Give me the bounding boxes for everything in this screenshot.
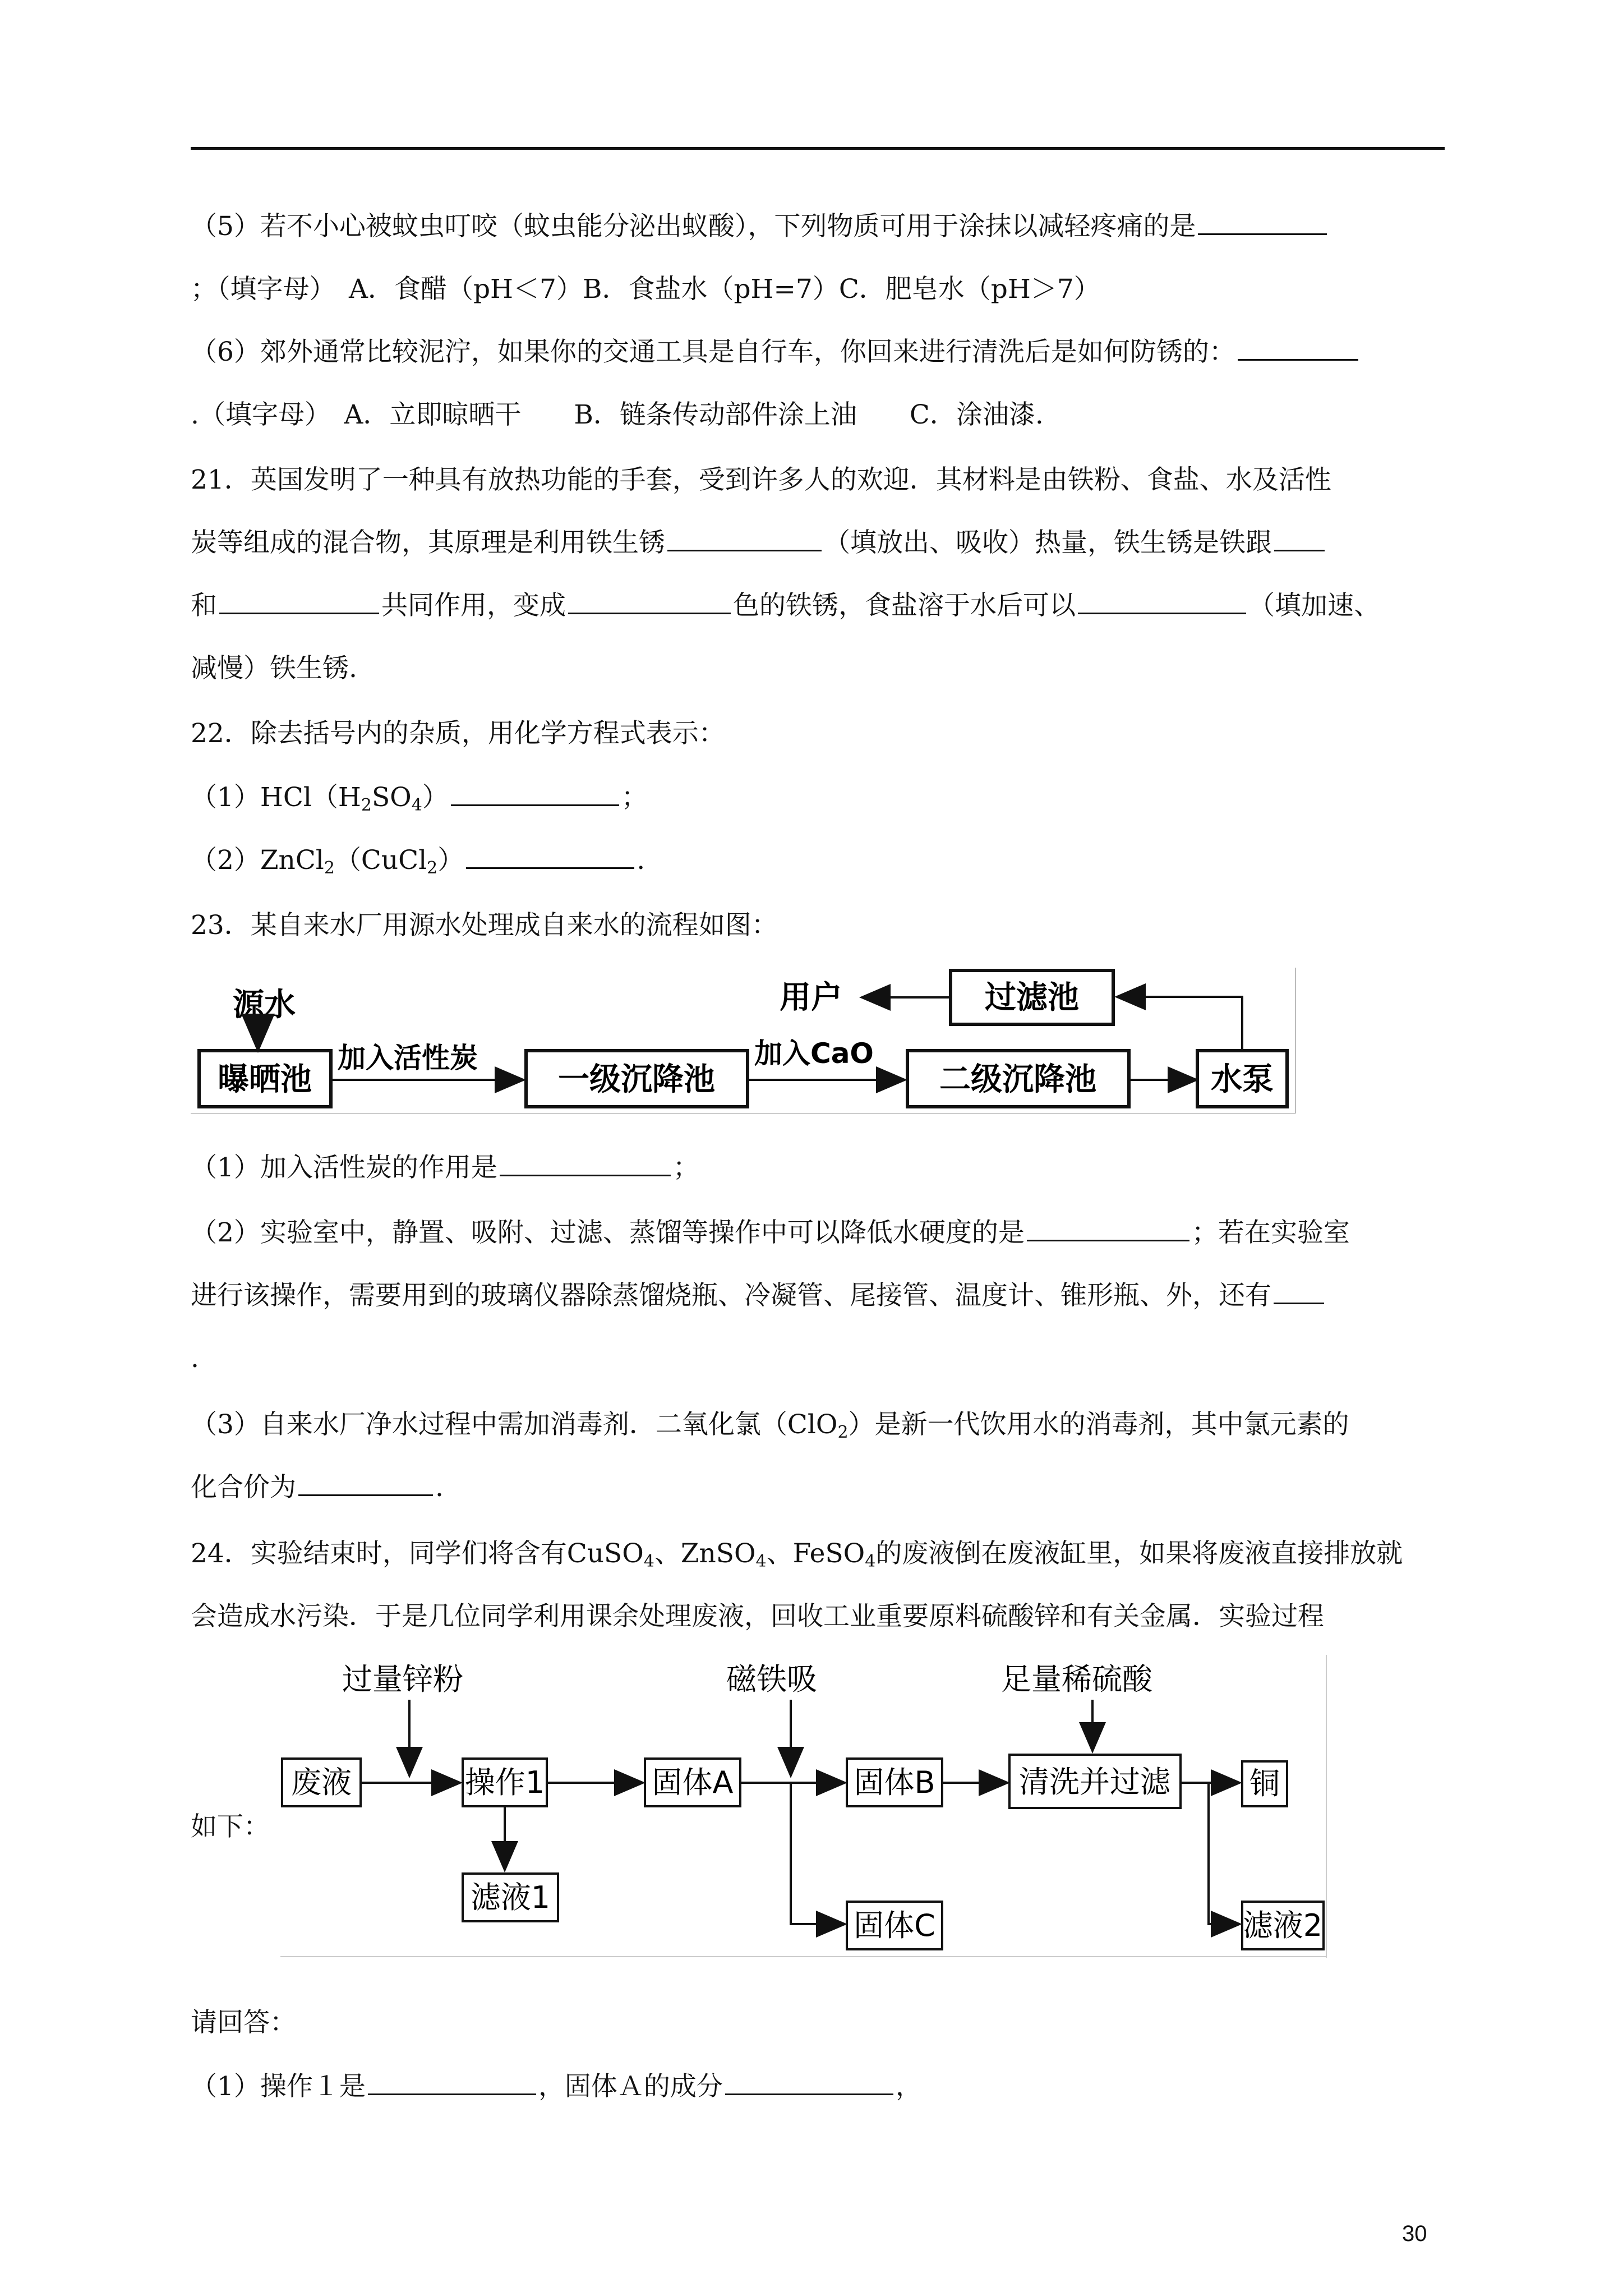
waste-liquid-flowchart xyxy=(278,1655,1332,1961)
copper-label: 铜 xyxy=(1249,1766,1280,1801)
q21-line3: 和 共同作用，变成 色的铁锈，食盐溶于水后可以 （填加速、 xyxy=(191,588,1447,624)
q23-sub3-line1: （3）自来水厂净水过程中需加消毒剂．二氧化氯（ClO$_2$）是新一代饮用水的消毒剂，其中氯元素的 xyxy=(191,1409,1349,1442)
q23-sub1: （1）加入活性炭的作用是 ； xyxy=(191,1150,1447,1186)
waste-liquid-label: 废液 xyxy=(291,1765,352,1800)
q20-part6-line1: （6）郊外通常比较泥泞，如果你的交通工具是自行车，你回来进行清洗后是如何防锈的： xyxy=(191,334,1447,370)
dilute-acid-label: 足量稀硫酸 xyxy=(1001,1662,1152,1697)
q21-line1: 21．英国发明了一种具有放热功能的手套，受到许多人的欢迎．其材料是由铁粉、食盐、水及活性 xyxy=(191,464,1331,495)
solid-a-label: 固体A xyxy=(652,1765,734,1800)
excess-zinc-label: 过量锌粉 xyxy=(342,1662,463,1697)
filtrate2-label: 滤液2 xyxy=(1242,1908,1323,1943)
filtrate1-label: 滤液1 xyxy=(470,1880,551,1915)
q20-part5-line1: （5）若不小心被蚊虫叮咬（蚊虫能分泌出蚁酸），下列物质可用于涂抹以减轻疼痛的是 xyxy=(191,209,1447,245)
q22-title: 22．除去括号内的杂质，用化学方程式表示： xyxy=(191,718,725,749)
primary-settling-label: 一级沉降池 xyxy=(558,1061,715,1098)
header-rule xyxy=(191,147,1445,150)
q23-sub2-line2: 进行该操作，需要用到的玻璃仪器除蒸馏烧瓶、冷凝管、尾接管、温度计、锥形瓶、外，还有 xyxy=(191,1278,1447,1314)
operation1-label: 操作1 xyxy=(464,1765,545,1800)
q20-part5-options: ；（填字母） A．食醋（pH＜7）B．食盐水（pH=7）C．肥皂水（pH＞7） xyxy=(191,274,1100,305)
q23-sub2-line1: （2）实验室中，静置、吸附、过滤、蒸馏等操作中可以降低水硬度的是 ；若在实验室 xyxy=(191,1215,1447,1251)
solid-c-label: 固体C xyxy=(854,1908,935,1943)
q24-answer1: （1）操作１是 ，固体Ａ的成分 ， xyxy=(191,2069,1447,2105)
pump-label: 水泵 xyxy=(1211,1061,1274,1098)
magnet-label: 磁铁吸 xyxy=(726,1662,817,1697)
q24-ask: 请回答： xyxy=(191,2007,296,2038)
q23-sub2-line3: . xyxy=(191,1343,199,1374)
q24-line1: 24．实验结束时，同学们将含有CuSO$_4$、ZnSO$_4$、FeSO$_4$的废液倒在废液缸里，如果将废液直接排放就 xyxy=(191,1538,1403,1571)
q21-line4: 减慢）铁生锈. xyxy=(191,653,357,684)
add-carbon-label: 加入活性炭 xyxy=(338,1042,478,1074)
filter-pool-label: 过滤池 xyxy=(985,979,1079,1016)
q24-line3: 如下： xyxy=(191,1811,270,1842)
solid-b-label: 固体B xyxy=(854,1765,935,1800)
q23-title: 23．某自来水厂用源水处理成自来水的流程如图： xyxy=(191,910,778,941)
q24-line2: 会造成水污染．于是几位同学利用课余处理废液，回收工业重要原料硫酸锌和有关金属．实验过程 xyxy=(191,1601,1324,1632)
add-cao-label: 加入CaO xyxy=(754,1037,874,1070)
user-label: 用户 xyxy=(780,979,842,1016)
q22-item1: $(1)HCl(H_2SO_4)$ ； xyxy=(191,780,1447,816)
q21-line2: 炭等组成的混合物，其原理是利用铁生锈 （填放出、吸收）热量，铁生锈是铁跟 xyxy=(191,525,1447,561)
sun-pool-label: 曝晒池 xyxy=(218,1061,312,1098)
water-treatment-flowchart xyxy=(191,962,1301,1119)
source-water-label: 源水 xyxy=(233,987,296,1023)
q23-sub3-line2: 化合价为 . xyxy=(191,1470,1447,1506)
q22-item2: （2）ZnCl$_2$（CuCl$_2$） . xyxy=(191,843,1447,878)
secondary-settling-label: 二级沉降池 xyxy=(939,1061,1096,1098)
wash-filter-label: 清洗并过滤 xyxy=(1019,1764,1170,1800)
q20-part6-options: .（填字母） A．立即晾晒干 B．链条传动部件涂上油 C．涂油漆. xyxy=(191,399,1044,430)
page-number: 30 xyxy=(1402,2221,1427,2246)
